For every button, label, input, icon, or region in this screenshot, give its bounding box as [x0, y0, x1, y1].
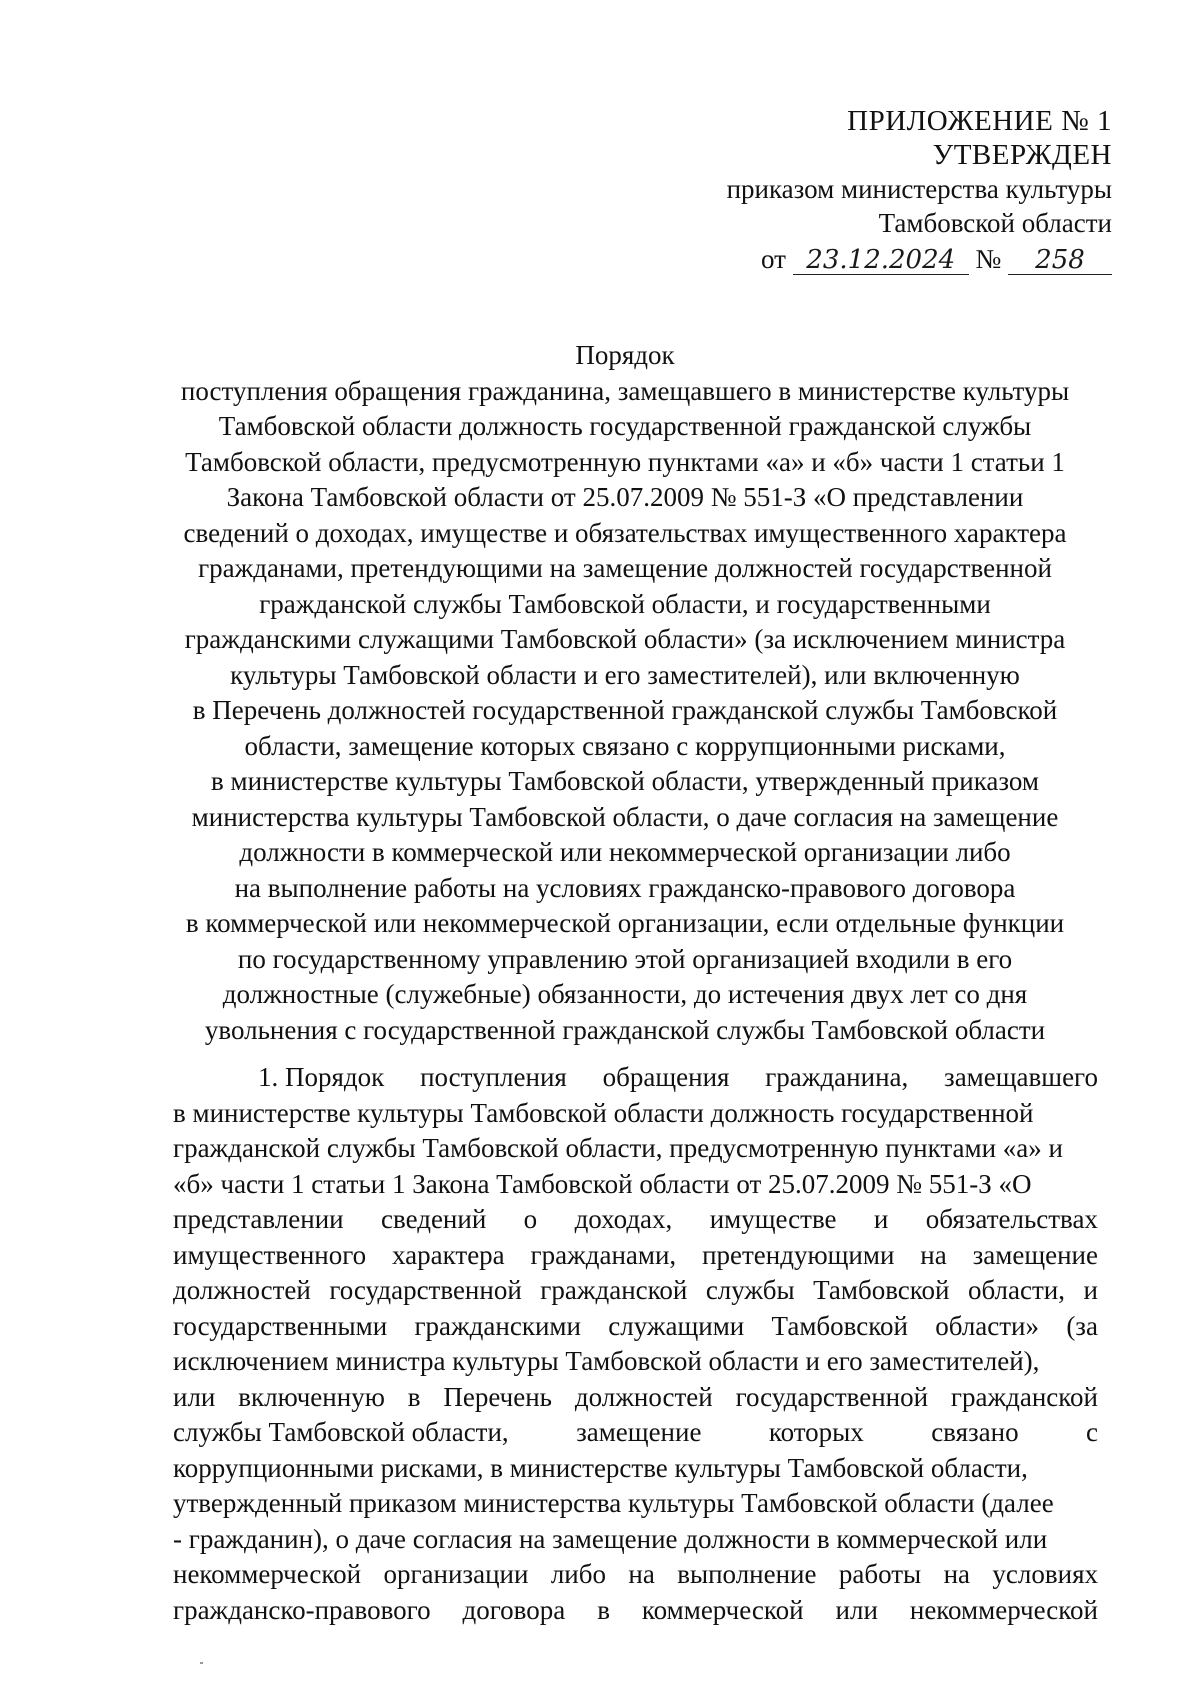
- title-text: [150, 374, 1100, 1049]
- paragraph-word: работы: [838, 1559, 922, 1589]
- paragraph-line: [173, 1238, 1098, 1274]
- paragraph-word: замещение: [972, 1239, 1098, 1270]
- paragraph-word: служащими: [608, 1310, 745, 1341]
- paragraph-word: выполнение: [677, 1559, 817, 1589]
- paragraph-word: доходах,: [574, 1204, 673, 1234]
- paragraph-1: [173, 1060, 1098, 1628]
- paragraph-line: [173, 1451, 1098, 1487]
- title-line: в коммерческой или некоммерческой организации, если отдельные функции: [185, 908, 1065, 938]
- paragraph-word: поступления: [420, 1062, 567, 1092]
- paragraph-word: исключением министра культуры Тамбовской области и его заместителей),: [173, 1346, 1040, 1376]
- region-name: Тамбовской области: [878, 208, 1112, 238]
- paragraph-word: государственными: [173, 1310, 388, 1341]
- paragraph-word: гражданина,: [765, 1062, 909, 1092]
- title-line: Тамбовской области должность государственной гражданской службы: [218, 411, 1032, 441]
- paragraph-line: [173, 1415, 1098, 1451]
- paragraph-word: с: [1085, 1417, 1098, 1447]
- paragraph-word: или: [835, 1594, 878, 1625]
- paragraph-line: [173, 1486, 1098, 1522]
- paragraph-word: службы Тамбовской области,: [173, 1417, 509, 1447]
- order-reference: приказом министерства культуры: [726, 174, 1112, 204]
- paragraph-word: службы: [705, 1275, 795, 1305]
- title-line: культуры Тамбовской области и его заместителей), или включенную: [230, 659, 1020, 690]
- date-prefix: от: [761, 244, 786, 274]
- paragraph-word: которых: [768, 1417, 864, 1447]
- paragraph-word: коррупционными рисками, в министерстве культуры Тамбовской области,: [173, 1452, 1028, 1483]
- paragraph-word: претендующими: [702, 1239, 895, 1270]
- title-line: на выполнение работы на условиях гражданско-правового договора: [234, 872, 1016, 903]
- title-line: в министерстве культуры Тамбовской области, утвержденный приказом: [210, 766, 1039, 796]
- paragraph-word: на: [628, 1559, 655, 1589]
- paragraph-word: гражданами,: [530, 1239, 677, 1270]
- paragraph-word: - гражданин), о даче согласия на замещение должности в коммерческой или: [173, 1523, 1048, 1554]
- paragraph-line: [173, 1060, 1098, 1096]
- paragraph-word: государственной: [329, 1275, 522, 1305]
- scan-speck: [200, 1662, 203, 1664]
- paragraph-word: государственной: [735, 1381, 929, 1412]
- paragraph-word: (за: [1066, 1310, 1098, 1341]
- paragraph-line: [173, 1309, 1098, 1345]
- paragraph-line: [173, 1202, 1098, 1238]
- title-line: гражданской службы Тамбовской области, и государственными: [259, 588, 991, 619]
- paragraph-word: или: [173, 1381, 216, 1412]
- handwritten-date: 23.12.2024: [793, 246, 969, 275]
- paragraph-word: замещение: [576, 1417, 702, 1447]
- paragraph-word: сведений: [381, 1204, 487, 1234]
- paragraph-word: условиях: [992, 1559, 1098, 1589]
- paragraph-word: и: [873, 1204, 889, 1234]
- paragraph-line: [173, 1131, 1098, 1167]
- paragraph-word: замещавшего: [944, 1062, 1098, 1092]
- title-line: должности в коммерческой или некоммерческой организации либо: [239, 837, 1011, 867]
- paragraph-line: [173, 1380, 1098, 1416]
- paragraph-word: некоммерческой: [909, 1594, 1098, 1625]
- paragraph-word: и: [1083, 1275, 1098, 1305]
- paragraph-word: гражданскими: [414, 1310, 581, 1341]
- paragraph-word: Перечень: [443, 1381, 552, 1412]
- paragraph-word: имуществе: [709, 1204, 837, 1234]
- title-line: области, замещение которых связано с коррупционными рисками,: [244, 730, 1006, 761]
- title-line: сведений о доходах, имуществе и обязательствах имущественного характера: [183, 517, 1067, 548]
- paragraph-word: обращения: [602, 1062, 730, 1092]
- approved-label: УТВЕРЖДЕН: [932, 139, 1112, 171]
- paragraph-word: включенную: [238, 1381, 385, 1412]
- title-line: поступления обращения гражданина, замещавшего в министерстве культуры: [180, 375, 1070, 406]
- paragraph-word: в: [597, 1594, 610, 1625]
- paragraph-line: [173, 1096, 1098, 1132]
- paragraph-word: на: [920, 1239, 947, 1270]
- paragraph-word: должностей: [574, 1381, 713, 1412]
- paragraph-line: [173, 1593, 1098, 1629]
- paragraph-word: характера: [392, 1239, 505, 1270]
- paragraph-word: в: [407, 1381, 421, 1412]
- annex-label: ПРИЛОЖЕНИЕ № 1: [847, 105, 1112, 137]
- paragraph-word: области»: [935, 1310, 1040, 1341]
- paragraph-line: [173, 1557, 1098, 1593]
- paragraph-word: области,: [967, 1275, 1065, 1305]
- title-line: Закона Тамбовской области от 25.07.2009 № 551-З «О представлении: [226, 482, 1024, 512]
- paragraph-word: утвержденный приказом министерства культуры Тамбовской области (далее: [173, 1488, 1054, 1518]
- date-number-line: [552, 242, 1112, 276]
- paragraph-word: коммерческой: [641, 1594, 804, 1625]
- handwritten-number: 258: [1008, 246, 1112, 275]
- title-line: гражданскими служащими Тамбовской области» (за исключением министра: [184, 624, 1066, 654]
- paragraph-word: некоммерческой: [173, 1559, 362, 1589]
- paragraph-word: в министерстве культуры Тамбовской области должность государственной: [173, 1097, 1034, 1128]
- paragraph-line: [173, 1167, 1098, 1203]
- paragraph-word: гражданско-правового: [173, 1594, 431, 1625]
- title-line: в Перечень должностей государственной гражданской службы Тамбовской: [192, 695, 1058, 725]
- title-line: должностные (служебные) обязанности, до истечения двух лет со дня: [222, 979, 1028, 1009]
- number-prefix: №: [975, 244, 1002, 274]
- paragraph-word: договора: [462, 1594, 566, 1625]
- document-title: [150, 338, 1100, 1048]
- paragraph-word: 1. Порядок: [258, 1062, 385, 1092]
- title-line: министерства культуры Тамбовской области, о даче согласия на замещение: [191, 801, 1059, 832]
- paragraph-word: имущественного: [173, 1239, 367, 1270]
- paragraph-word: о: [523, 1204, 538, 1234]
- paragraph-word: гражданской: [950, 1381, 1098, 1412]
- paragraph-word: Тамбовской: [771, 1310, 908, 1341]
- paragraph-word: Тамбовской: [813, 1275, 950, 1305]
- paragraph-line: [173, 1273, 1098, 1309]
- title-heading: Порядок: [575, 340, 675, 370]
- paragraph-line: [173, 1522, 1098, 1558]
- paragraph-line: [173, 1344, 1098, 1380]
- paragraph-word: представлении: [173, 1204, 344, 1234]
- paragraph-word: организации: [383, 1559, 529, 1589]
- title-line: по государственному управлению этой организацией входили в его: [237, 943, 1013, 974]
- approval-header: [552, 104, 1112, 276]
- paragraph-word: обязательствах: [925, 1204, 1098, 1234]
- paragraph-word: гражданской: [540, 1275, 688, 1305]
- paragraph-word: «б» части 1 статьи 1 Закона Тамбовской области от 25.07.2009 № 551-З «О: [173, 1168, 1032, 1199]
- paragraph-word: связано: [931, 1417, 1019, 1447]
- title-line: увольнения с государственной гражданской службы Тамбовской области: [204, 1014, 1046, 1045]
- title-line: гражданами, претендующими на замещение должностей государственной: [198, 553, 1052, 583]
- paragraph-word: на: [943, 1559, 971, 1589]
- paragraph-word: либо: [550, 1559, 606, 1589]
- paragraph-word: гражданской службы Тамбовской области, предусмотренную пунктами «а» и: [173, 1133, 1063, 1163]
- paragraph-word: должностей: [173, 1275, 311, 1305]
- title-line: Тамбовской области, предусмотренную пунктами «а» и «б» части 1 статьи 1: [185, 446, 1065, 477]
